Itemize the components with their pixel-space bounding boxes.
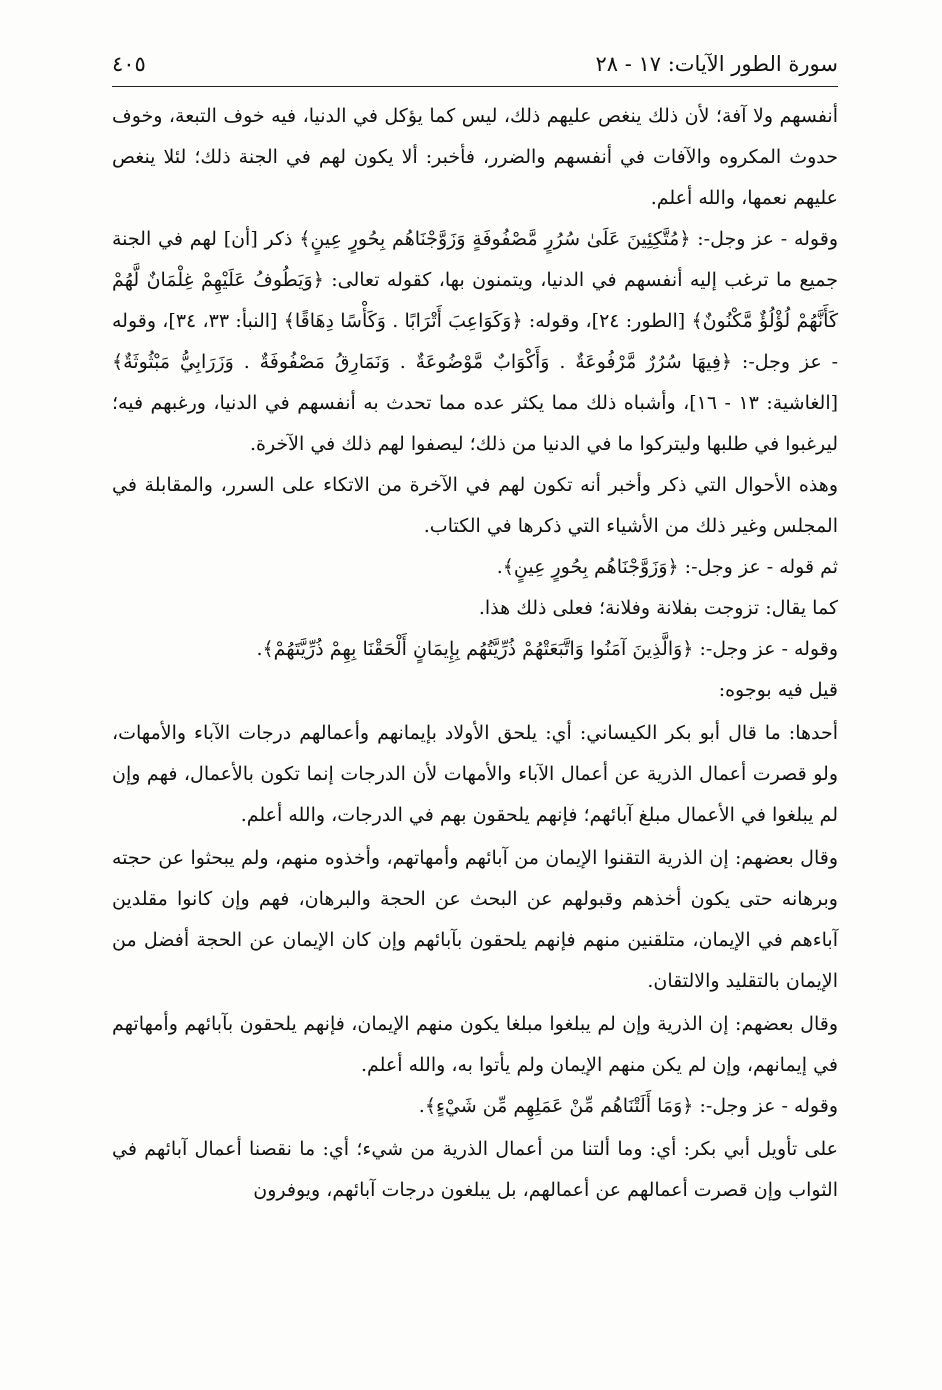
paragraph-11: وقوله - عز وجل-: ﴿وَمَا أَلَتْنَاهُم مِّنْ عَمَلِهِم مِّن شَيْءٍ﴾. [418, 1095, 838, 1117]
paragraph-12: على تأويل أبي بكر: أي: وما ألتنا من أعمال الذرية من شيء؛ أي: ما نقصنا أعمال آبائهم في الثواب وإن قصرت أعمالهم عن أعمالهم، بل يبلغون درجات آبائهم، ويوفرون [112, 1138, 838, 1201]
page-number: ٤٠٥ [112, 51, 146, 76]
page-body [112, 96, 838, 1211]
paragraph-10: وقال بعضهم: إن الذرية وإن لم يبلغوا مبلغا يكون منهم الإيمان، فإنهم يلحقون بآبائهم وأمهاتهم في إيمانهم، وإن لم يكن منهم الإيمان ولم يأتوا به، والله أعلم. [112, 1013, 838, 1076]
paragraph-3: وهذه الأحوال التي ذكر وأخبر أنه تكون لهم في الآخرة من الاتكاء على السرر، والمقابلة في المجلس وغير ذلك من الأشياء التي ذكرها في الكتاب. [112, 474, 838, 537]
paragraph-9: وقال بعضهم: إن الذرية التقنوا الإيمان من آبائهم وأمهاتهم، وأخذوه منهم، ولم يبحثوا عن حجته وبرهانه حتى يكون أخذهم وقبولهم عن البحث عن الحجة والبرهان، فهم وإن كانوا مقلدين آباءهم في الإيمان، متلقنين منهم فإنهم يلحقون بآبائهم وإن كان الإيمان عن الحجة أفضل من الإيمان بالتقليد والالتقان. [112, 847, 838, 992]
paragraph-5: كما يقال: تزوجت بفلانة وفلانة؛ فعلى ذلك هذا. [478, 597, 838, 619]
paragraph-1: أنفسهم ولا آفة؛ لأن ذلك ينغص عليهم ذلك، ليس كما يؤكل في الدنيا، فيه خوف التبعة، وخوف حدوث المكروه والآفات في أنفسهم والضرر، فأخبر: ألا يكون لهم في الجنة ذلك؛ لئلا ينغص عليهم نعمها، والله أعلم. [112, 105, 838, 209]
paragraph-8: أحدها: ما قال أبو بكر الكيساني: أي: يلحق الأولاد بإيمانهم وأعمالهم درجات الآباء والأمهات، ولو قصرت أعمال الذرية عن أعمال الآباء والأمهات لأن الدرجات إنما تكون بالأعمال، فهم وإن لم يبلغوا في الأعمال مبلغ آبائهم؛ فإنهم يلحقون بهم في الدرجات، والله أعلم. [112, 722, 838, 826]
paragraph-2: وقوله - عز وجل-: ﴿مُتَّكِئِينَ عَلَىٰ سُرُرٍ مَّصْفُوفَةٍ وَزَوَّجْنَاهُم بِحُورٍ عِينٍ﴾ ذكر [أن] لهم في الجنة جميع ما ترغب إليه أنفسهم في الدنيا، ويتمنون بها، كقوله تعالى: ﴿وَيَطُوفُ عَلَيْهِمْ غِلْمَانٌ لَّهُمْ كَأَنَّهُمْ لُؤْلُؤٌ مَّكْنُونٌ﴾ [الطور: ٢٤]، وقوله: ﴿وَكَوَاعِبَ أَتْرَابًا . وَكَأْسًا دِهَاقًا﴾ [النبأ: ٣٣، ٣٤]، وقوله - عز وجل-: ﴿فِيهَا سُرُرٌ مَّرْفُوعَةٌ . وَأَكْوَابٌ مَّوْضُوعَةٌ . وَنَمَارِقُ مَصْفُوفَةٌ . وَزَرَابِيُّ مَبْثُوثَةٌ﴾ [الغاشية: ١٣ - ١٦]، وأشباه ذلك مما يكثر عده مما تحدث به أنفسهم في الدنيا، ورغبهم فيه؛ ليرغبوا في طلبها وليتركوا ما في الدنيا من ذلك؛ ليصفوا لهم ذلك في الآخرة. [112, 228, 839, 455]
running-header [112, 42, 838, 87]
running-title: سورة الطور الآيات: ١٧ - ٢٨ [595, 51, 838, 76]
paragraph-7: قيل فيه بوجوه: [718, 679, 838, 701]
paragraph-4: ثم قوله - عز وجل-: ﴿وَزَوَّجْنَاهُم بِحُورٍ عِينٍ﴾. [496, 556, 838, 578]
paragraph-6: وقوله - عز وجل-: ﴿وَالَّذِينَ آمَنُوا وَاتَّبَعَتْهُمْ ذُرِّيَّتُهُم بِإِيمَانٍ أَلْحَقْنَا بِهِمْ ذُرِّيَّتَهُمْ﴾. [256, 638, 838, 660]
